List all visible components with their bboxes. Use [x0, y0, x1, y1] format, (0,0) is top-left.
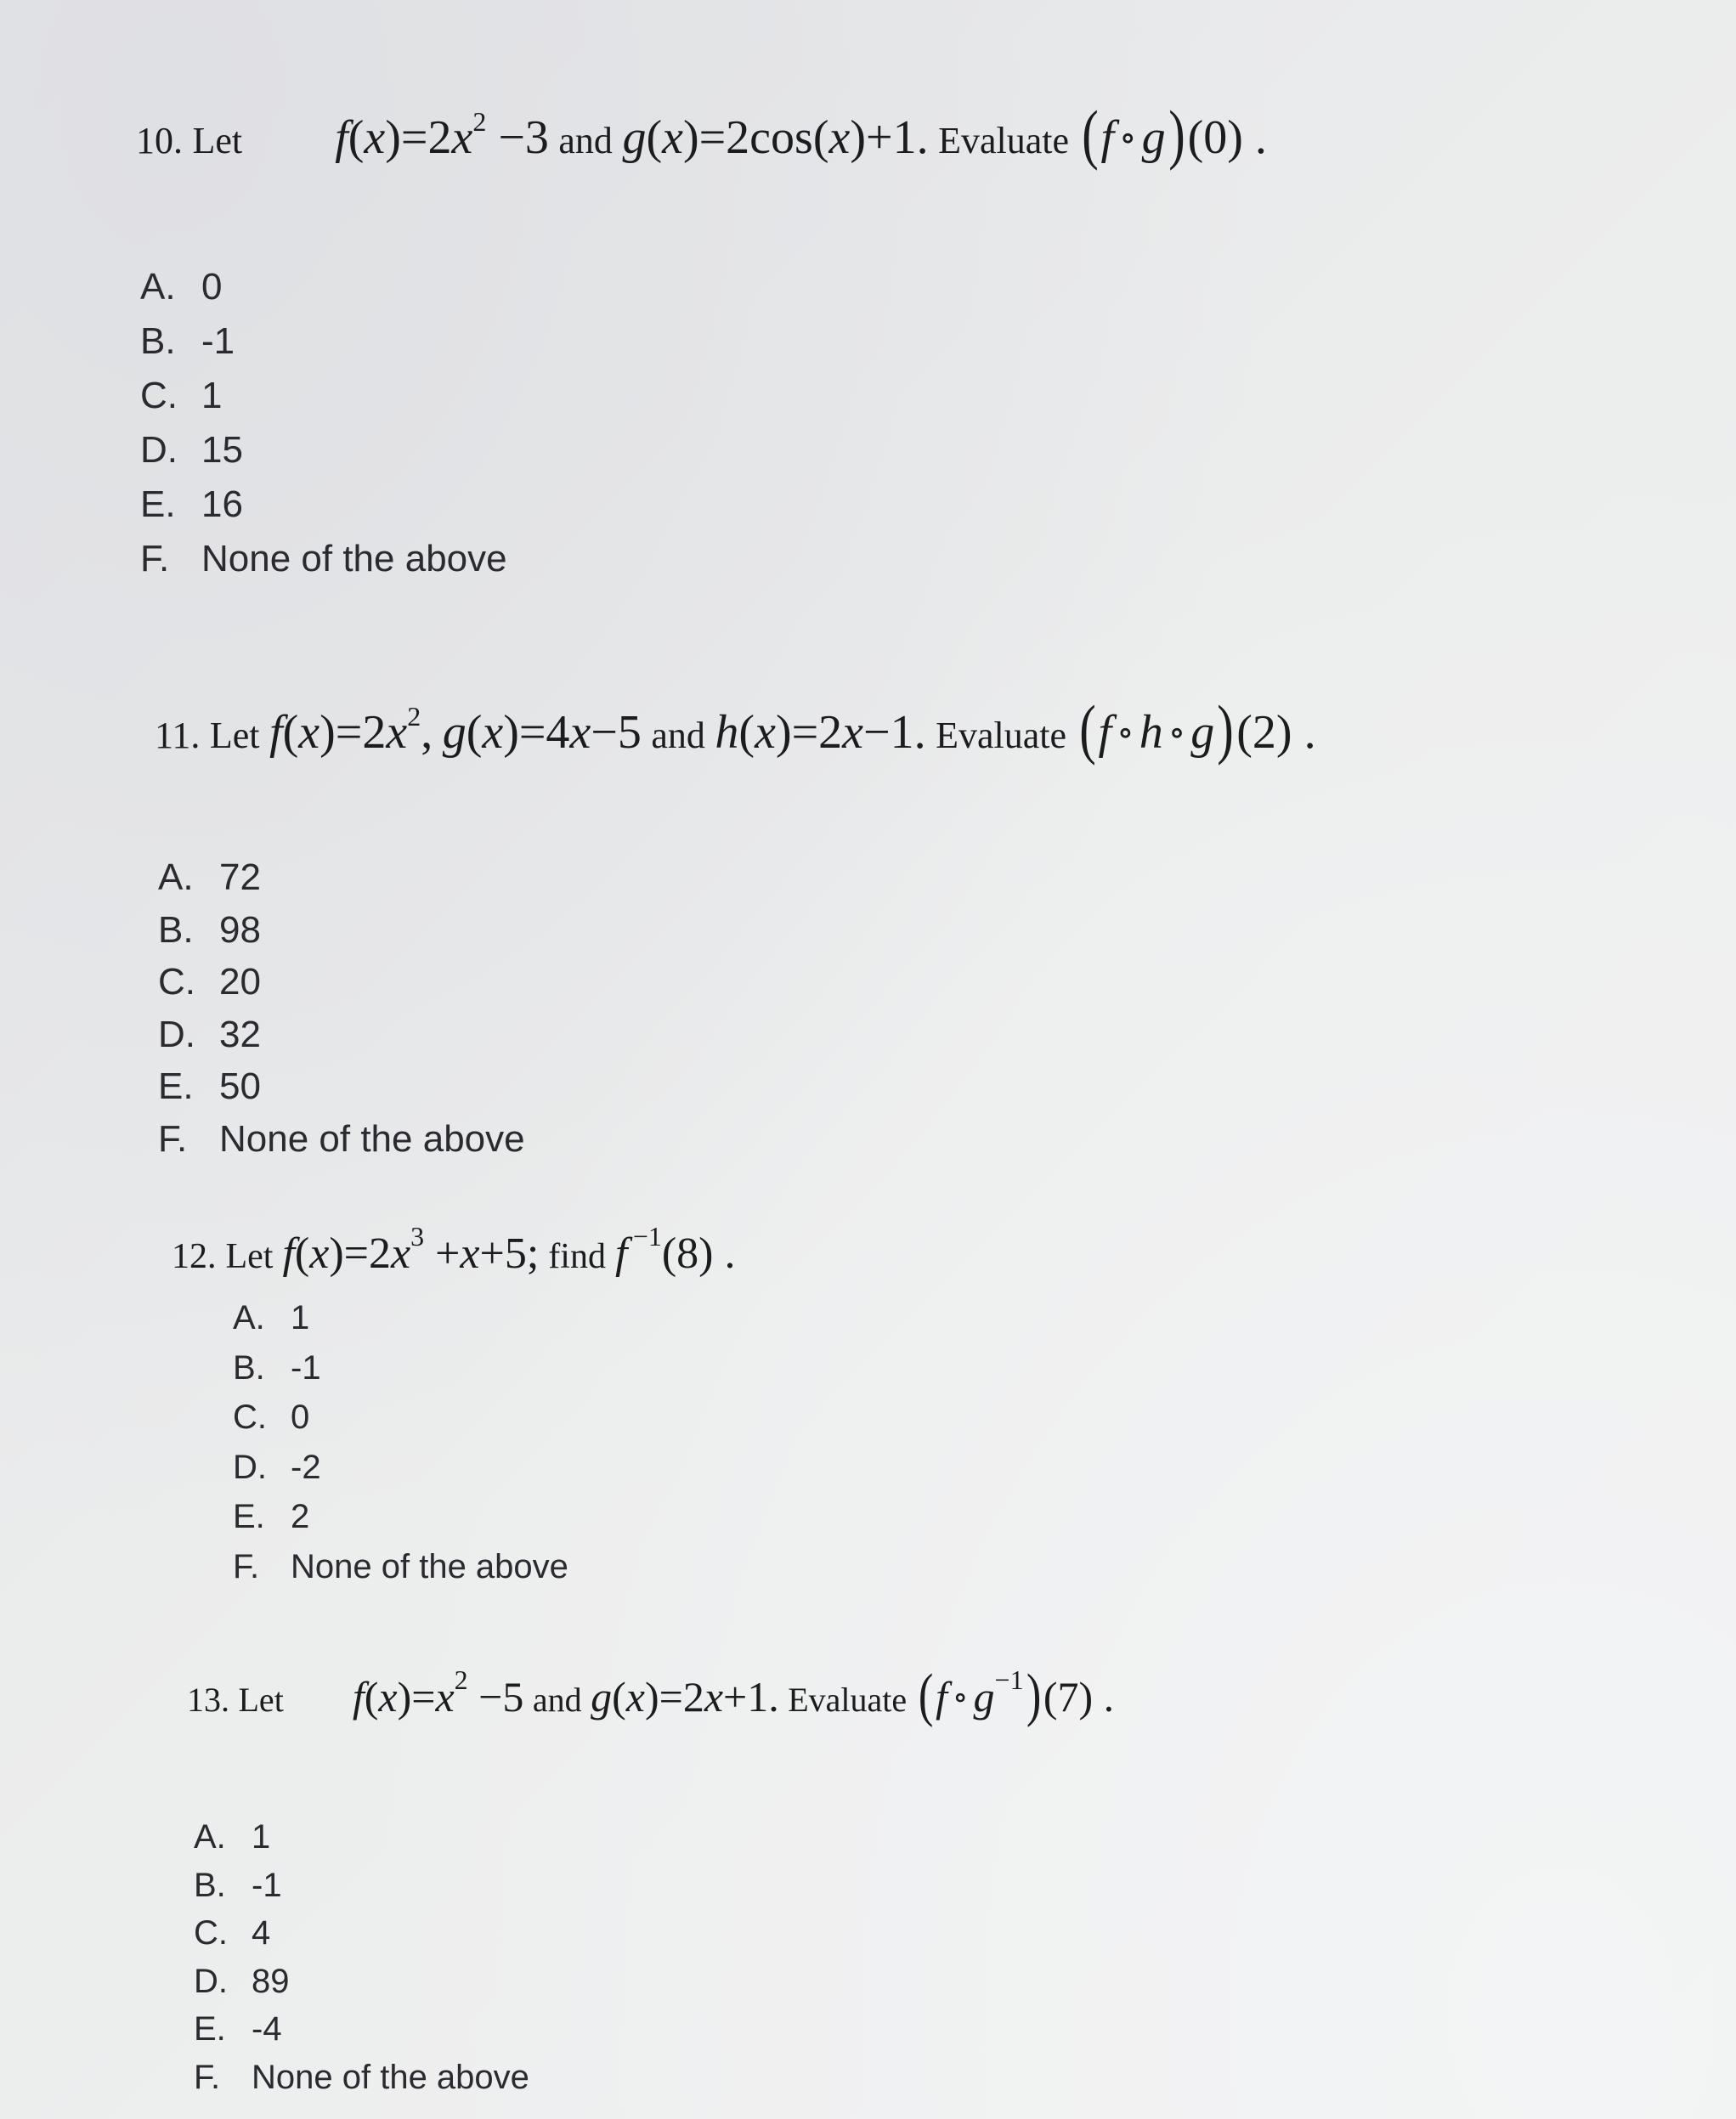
- question-13-stem: [187, 1663, 1115, 1728]
- choice-f[interactable]: [140, 532, 507, 586]
- choice-text: 0: [291, 1399, 310, 1436]
- choice-letter: E.: [158, 1065, 194, 1107]
- choice-text: None of the above: [291, 1547, 568, 1585]
- choice-text: None of the above: [219, 1117, 525, 1160]
- choice-f[interactable]: [233, 1542, 568, 1592]
- composition-expression: (f ∘ h ∘ g)(2) .: [1078, 692, 1316, 766]
- composition-expression: (f ∘ g)(0) .: [1081, 97, 1267, 171]
- choice-letter: B.: [140, 320, 176, 362]
- choice-text: 72: [219, 856, 261, 898]
- let-word: Let: [225, 1237, 274, 1276]
- function-f-definition: $f(x)=2x^3 +x+5$;: [282, 1221, 540, 1278]
- choice-e[interactable]: [158, 1060, 525, 1113]
- and-word: and: [558, 120, 613, 161]
- choice-text: 50: [219, 1065, 261, 1107]
- choice-a[interactable]: [233, 1293, 568, 1343]
- choice-letter: F.: [158, 1117, 188, 1160]
- and-word: and: [532, 1681, 582, 1719]
- question-11-stem: [155, 692, 1316, 766]
- choice-letter: A.: [158, 856, 194, 898]
- choice-text: 89: [252, 1962, 290, 2000]
- choice-d[interactable]: [233, 1443, 568, 1493]
- choice-text: -2: [291, 1448, 321, 1486]
- function-g-definition: g(x)=4x−5: [442, 706, 642, 759]
- evaluate-word: Evaluate: [936, 715, 1067, 756]
- function-f-definition: $f(x)=x^2 -5$: [352, 1664, 524, 1721]
- choice-letter: D.: [194, 1962, 228, 2000]
- choice-letter: E.: [233, 1498, 265, 1535]
- choice-b[interactable]: [194, 1862, 529, 1910]
- choice-c[interactable]: [233, 1393, 568, 1443]
- choice-letter: A.: [140, 266, 176, 308]
- choice-letter: C.: [140, 375, 178, 416]
- choice-text: -4: [252, 2010, 282, 2048]
- evaluate-word: Evaluate: [938, 120, 1069, 161]
- function-g-definition: g(x)=2x+1.: [591, 1673, 779, 1721]
- choice-letter: C.: [233, 1399, 267, 1436]
- choice-d[interactable]: [158, 1009, 525, 1061]
- question-number: 11.: [155, 715, 201, 756]
- choice-letter: F.: [233, 1547, 260, 1585]
- choice-a[interactable]: [194, 1813, 529, 1862]
- choice-f[interactable]: [194, 2054, 529, 2102]
- choice-d[interactable]: [140, 423, 507, 477]
- choice-b[interactable]: [140, 314, 507, 369]
- choice-c[interactable]: [140, 369, 507, 423]
- choice-text: 16: [201, 483, 243, 525]
- choice-text: -1: [291, 1348, 321, 1387]
- choice-text: 1: [201, 375, 223, 416]
- choice-e[interactable]: [140, 477, 507, 532]
- choice-a[interactable]: [140, 260, 507, 314]
- evaluate-word: Evaluate: [788, 1681, 908, 1719]
- choice-c[interactable]: [158, 956, 525, 1009]
- choice-text: 98: [219, 908, 261, 951]
- choice-letter: F.: [140, 538, 170, 579]
- choice-text: 1: [291, 1299, 310, 1336]
- choice-letter: B.: [158, 908, 194, 951]
- let-word: Let: [209, 715, 260, 756]
- let-word: Let: [192, 120, 243, 161]
- choice-letter: A.: [194, 1818, 226, 1856]
- and-word: and: [651, 715, 705, 756]
- choice-c[interactable]: [194, 1909, 529, 1958]
- choice-text: 2: [291, 1498, 310, 1535]
- choice-text: -1: [201, 320, 235, 362]
- function-f-definition: $f(x)=2x^2$,: [269, 701, 433, 759]
- question-number: 13.: [187, 1681, 229, 1719]
- question-13-choices: [194, 1813, 529, 2101]
- choice-letter: E.: [194, 2010, 226, 2048]
- choice-e[interactable]: [233, 1492, 568, 1542]
- choice-d[interactable]: [194, 1958, 529, 2006]
- choice-text: None of the above: [252, 2058, 529, 2096]
- choice-a[interactable]: [158, 851, 525, 904]
- choice-letter: D.: [158, 1013, 195, 1055]
- choice-letter: E.: [140, 483, 176, 525]
- question-10-stem: [136, 97, 1267, 171]
- question-11-choices: [158, 851, 525, 1165]
- choice-letter: D.: [233, 1448, 267, 1486]
- choice-letter: D.: [140, 429, 178, 471]
- choice-letter: C.: [158, 961, 195, 1003]
- inverse-expression: f $^{-1}$(8) .: [614, 1221, 736, 1278]
- choice-text: 0: [201, 266, 223, 308]
- choice-e[interactable]: [194, 2005, 529, 2054]
- choice-letter: F.: [194, 2058, 221, 2096]
- choice-b[interactable]: [233, 1343, 568, 1393]
- choice-text: 1: [252, 1818, 271, 1856]
- choice-letter: B.: [233, 1348, 265, 1387]
- function-h-definition: h(x)=2x−1.: [715, 706, 926, 759]
- function-g-definition: g(x)=2cos(x)+1.: [622, 111, 929, 164]
- question-12-choices: [233, 1293, 568, 1591]
- question-number: 10.: [136, 120, 183, 161]
- choice-text: -1: [252, 1866, 282, 1904]
- choice-text: 32: [219, 1013, 261, 1055]
- choice-f[interactable]: [158, 1113, 525, 1166]
- choice-text: None of the above: [201, 538, 507, 579]
- choice-text: 20: [219, 961, 261, 1003]
- function-f-definition: $f(x)=2x^2 -3$: [335, 106, 549, 164]
- choice-text: 4: [252, 1914, 271, 1952]
- choice-text: 15: [201, 429, 243, 471]
- question-12-stem: [172, 1221, 736, 1282]
- composition-expression: (f ∘ $g^{-1})(7)$ .: [918, 1663, 1115, 1728]
- question-10-choices: [140, 260, 507, 586]
- choice-b[interactable]: [158, 904, 525, 957]
- choice-letter: A.: [233, 1299, 265, 1336]
- let-word: Let: [238, 1681, 284, 1719]
- question-number: 12.: [172, 1237, 217, 1276]
- choice-letter: B.: [194, 1866, 226, 1904]
- find-word: find: [548, 1237, 606, 1276]
- choice-letter: C.: [194, 1914, 228, 1952]
